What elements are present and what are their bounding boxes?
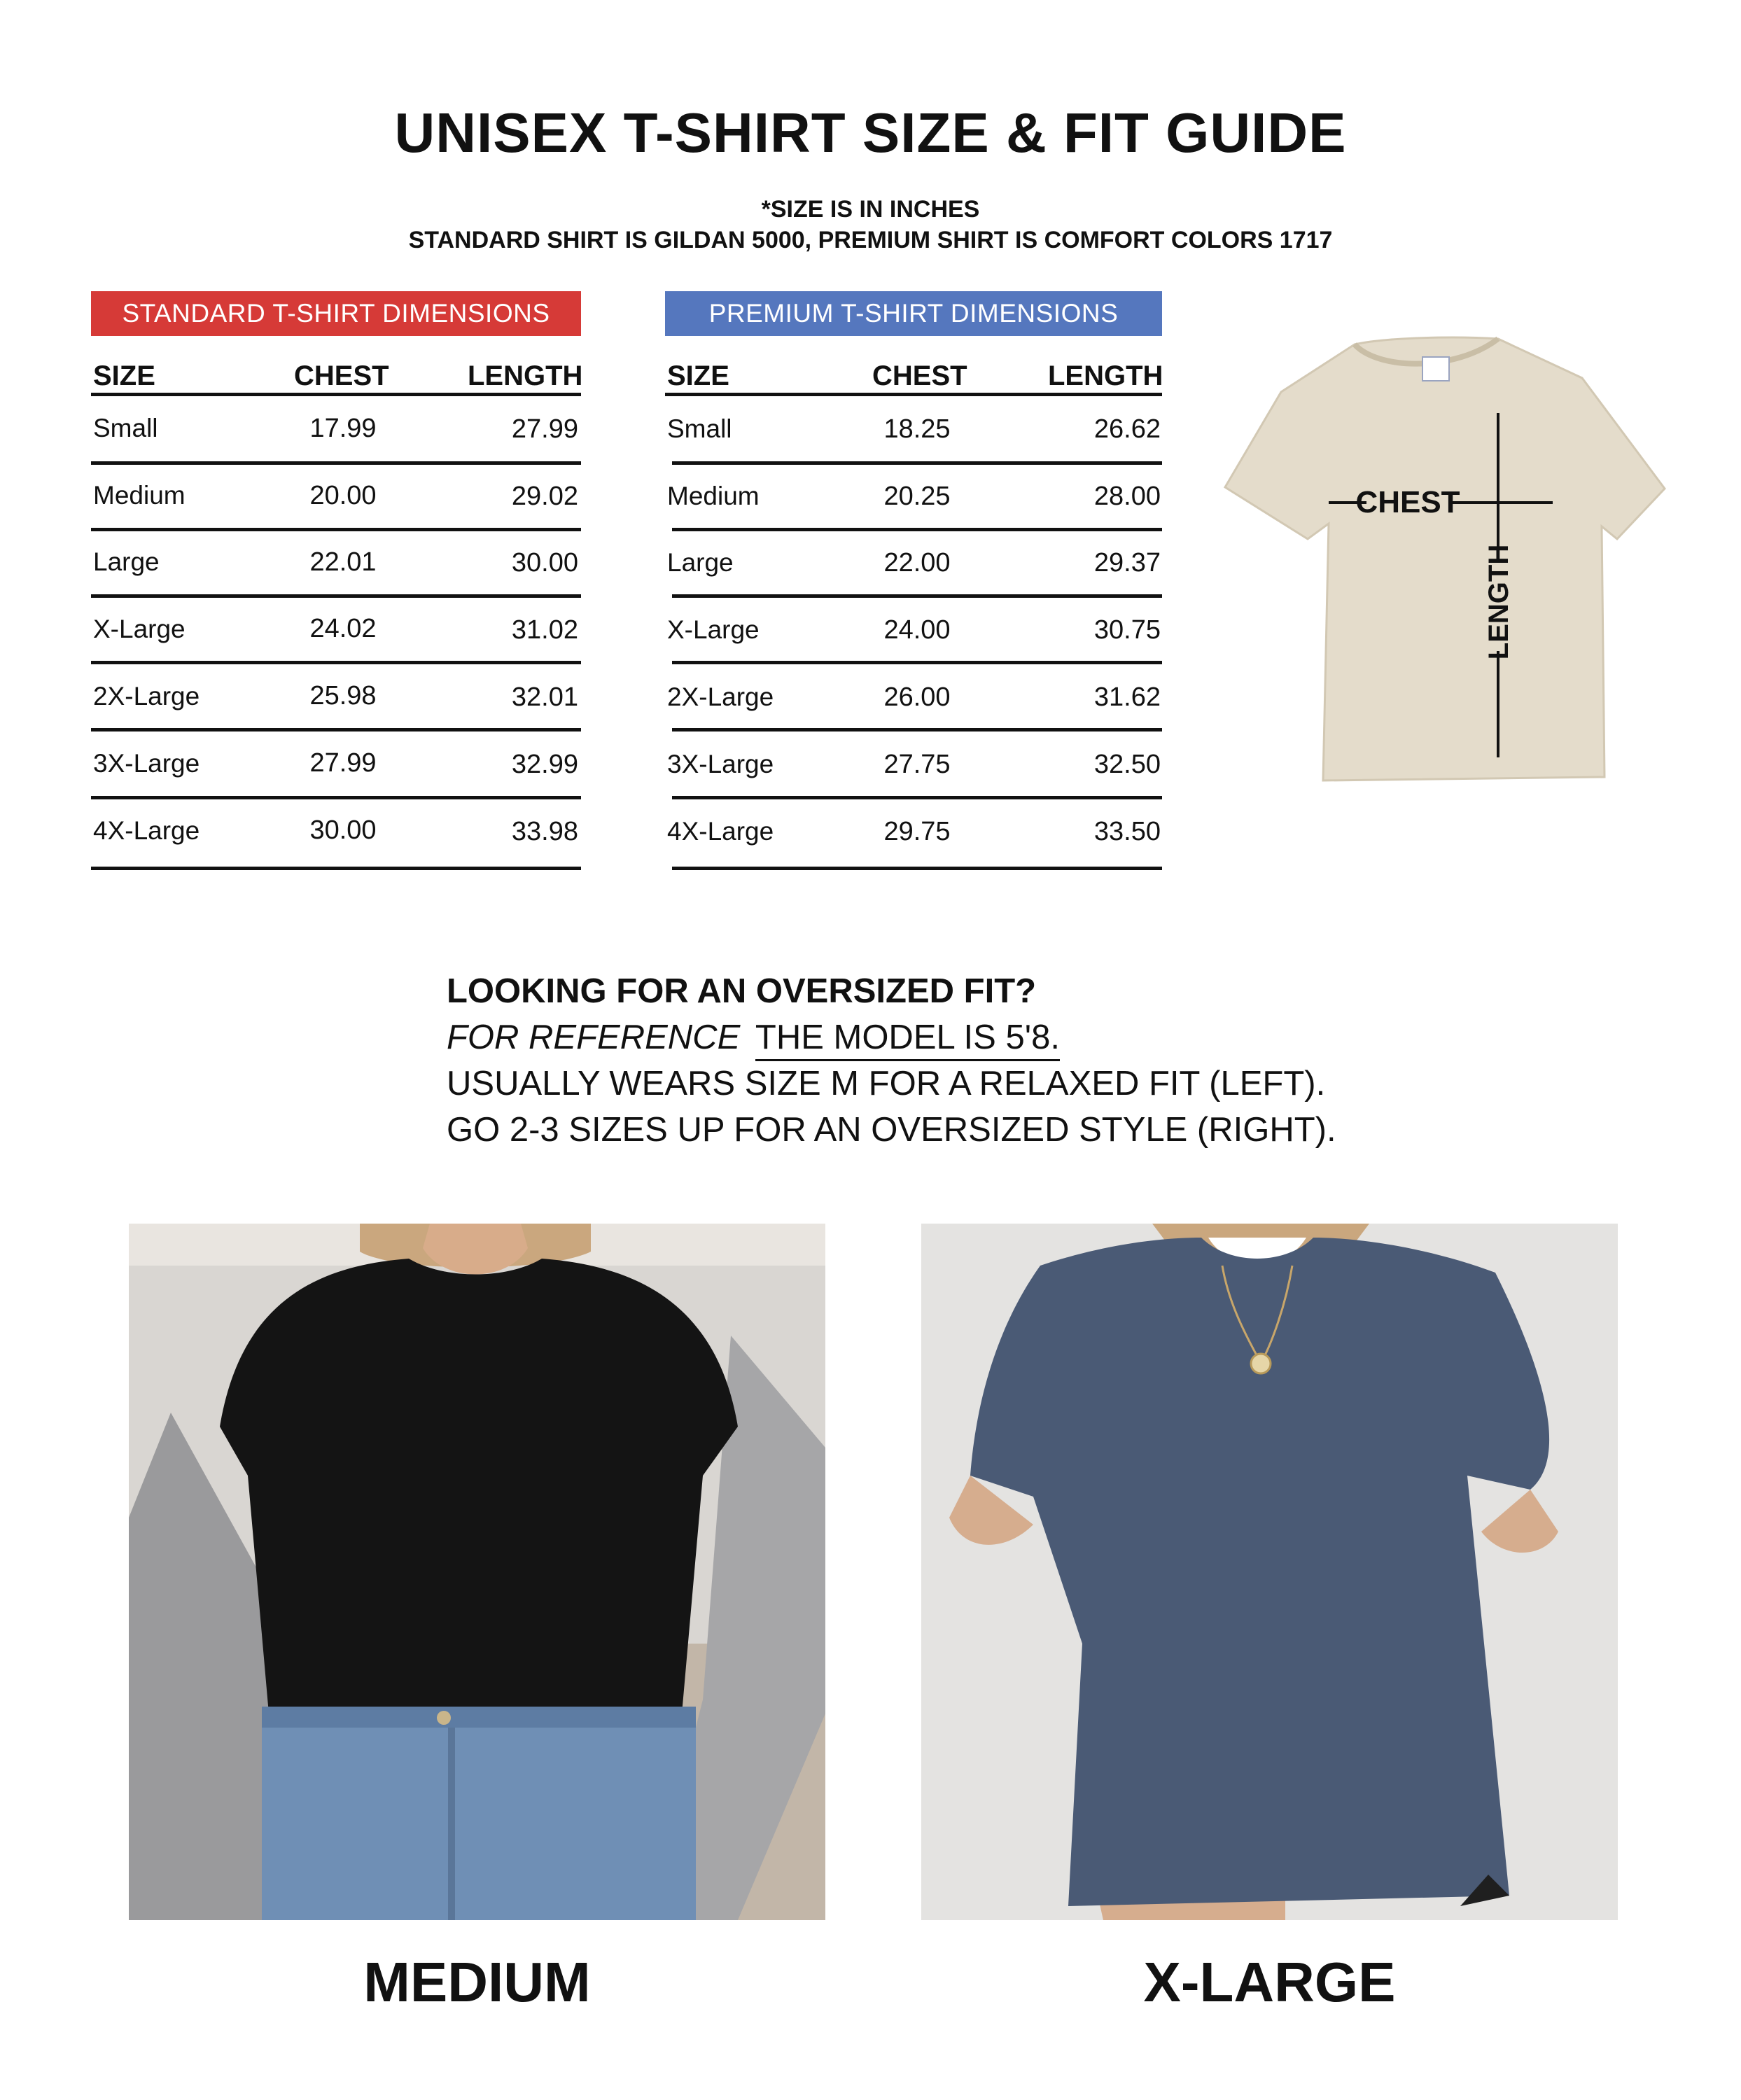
standard-row-size: Large bbox=[93, 547, 160, 576]
standard-row-length: 30.00 bbox=[511, 548, 578, 578]
standard-col-size: SIZE bbox=[93, 360, 155, 391]
premium-row-size: Large bbox=[667, 548, 734, 577]
note-line-2: USUALLY WEARS SIZE M FOR A RELAXED FIT (LEFT). bbox=[447, 1065, 1326, 1102]
premium-row-length: 32.50 bbox=[1093, 750, 1161, 779]
note-line-1 bbox=[447, 1018, 1060, 1061]
standard-row-length: 27.99 bbox=[511, 414, 578, 444]
standard-col-chest: CHEST bbox=[294, 360, 389, 391]
standard-row-rule bbox=[91, 661, 581, 664]
model-height: THE MODEL IS 5'8. bbox=[755, 1021, 1060, 1061]
premium-row-chest: 22.00 bbox=[883, 548, 951, 578]
premium-row-size: 3X-Large bbox=[667, 750, 774, 778]
standard-row-size: Medium bbox=[93, 481, 186, 510]
standard-row-length: 32.99 bbox=[511, 750, 578, 779]
medium-fit-photo bbox=[129, 1224, 825, 1920]
premium-row-rule bbox=[672, 728, 1162, 732]
standard-row-rule bbox=[91, 728, 581, 732]
premium-col-length: LENGTH bbox=[1048, 360, 1163, 391]
standard-row-size: 3X-Large bbox=[93, 749, 200, 778]
standard-row-size: X-Large bbox=[93, 615, 186, 643]
premium-header-rule bbox=[665, 393, 1162, 396]
standard-row-rule bbox=[91, 528, 581, 531]
premium-row-size: X-Large bbox=[667, 615, 760, 644]
shirt-model-note: STANDARD SHIRT IS GILDAN 5000, PREMIUM SHIRT IS COMFORT COLORS 1717 bbox=[408, 227, 1333, 253]
page-title: UNISEX T-SHIRT SIZE & FIT GUIDE bbox=[394, 102, 1347, 164]
standard-col-length: LENGTH bbox=[468, 360, 583, 391]
premium-row-length: 30.75 bbox=[1093, 615, 1161, 645]
chest-label: CHEST bbox=[1355, 485, 1460, 519]
premium-row-size: 4X-Large bbox=[667, 817, 774, 846]
standard-row-chest: 24.02 bbox=[309, 614, 377, 643]
premium-row-rule bbox=[672, 796, 1162, 799]
premium-row-chest: 20.25 bbox=[883, 482, 951, 511]
standard-row-rule bbox=[91, 796, 581, 799]
standard-row-rule bbox=[91, 461, 581, 465]
standard-row-chest: 17.99 bbox=[309, 414, 377, 443]
standard-row-rule bbox=[91, 594, 581, 598]
size-unit-note: *SIZE IS IN INCHES bbox=[761, 196, 980, 223]
premium-row-rule bbox=[672, 594, 1162, 598]
note-line-3: GO 2-3 SIZES UP FOR AN OVERSIZED STYLE (RIGHT). bbox=[447, 1111, 1336, 1149]
standard-row-length: 31.02 bbox=[511, 615, 578, 645]
premium-row-size: Small bbox=[667, 414, 732, 443]
premium-row-length: 33.50 bbox=[1093, 817, 1161, 846]
standard-row-chest: 20.00 bbox=[309, 481, 377, 510]
note-heading: LOOKING FOR AN OVERSIZED FIT? bbox=[447, 972, 1037, 1010]
premium-table-header: PREMIUM T-SHIRT DIMENSIONS bbox=[665, 291, 1162, 336]
premium-row-chest: 18.25 bbox=[883, 414, 951, 444]
standard-row-size: 4X-Large bbox=[93, 816, 200, 845]
standard-row-chest: 22.01 bbox=[309, 547, 377, 577]
premium-row-length: 26.62 bbox=[1093, 414, 1161, 444]
premium-row-chest: 24.00 bbox=[883, 615, 951, 645]
length-label: LENGTH bbox=[1483, 544, 1514, 660]
premium-row-chest: 26.00 bbox=[883, 682, 951, 712]
standard-row-length: 29.02 bbox=[511, 482, 578, 511]
standard-row-length: 32.01 bbox=[511, 682, 578, 712]
premium-row-length: 29.37 bbox=[1093, 548, 1161, 578]
premium-col-size: SIZE bbox=[667, 360, 729, 391]
standard-row-chest: 25.98 bbox=[309, 681, 377, 710]
standard-row-size: Small bbox=[93, 414, 158, 442]
medium-caption: MEDIUM bbox=[363, 1951, 591, 2013]
premium-row-rule bbox=[672, 528, 1162, 531]
xlarge-fit-photo bbox=[921, 1224, 1618, 1920]
premium-col-chest: CHEST bbox=[872, 360, 967, 391]
premium-row-length: 31.62 bbox=[1093, 682, 1161, 712]
premium-row-rule bbox=[672, 461, 1162, 465]
standard-row-chest: 30.00 bbox=[309, 816, 377, 845]
premium-row-size: Medium bbox=[667, 482, 760, 510]
standard-table-header: STANDARD T-SHIRT DIMENSIONS bbox=[91, 291, 581, 336]
standard-row-chest: 27.99 bbox=[309, 748, 377, 778]
standard-header-rule bbox=[91, 393, 581, 396]
note-italic: FOR REFERENCE bbox=[447, 1018, 741, 1056]
standard-row-length: 33.98 bbox=[511, 817, 578, 846]
shirt-measure-diagram bbox=[1218, 329, 1673, 791]
xlarge-caption: X-LARGE bbox=[1143, 1951, 1396, 2013]
premium-row-chest: 29.75 bbox=[883, 817, 951, 846]
premium-row-size: 2X-Large bbox=[667, 682, 774, 711]
premium-row-length: 28.00 bbox=[1093, 482, 1161, 511]
premium-row-chest: 27.75 bbox=[883, 750, 951, 779]
tshirt-icon bbox=[1225, 337, 1665, 780]
premium-row-rule bbox=[672, 661, 1162, 664]
standard-row-size: 2X-Large bbox=[93, 682, 200, 710]
standard-bottom-rule bbox=[91, 867, 581, 870]
premium-bottom-rule bbox=[672, 867, 1162, 870]
